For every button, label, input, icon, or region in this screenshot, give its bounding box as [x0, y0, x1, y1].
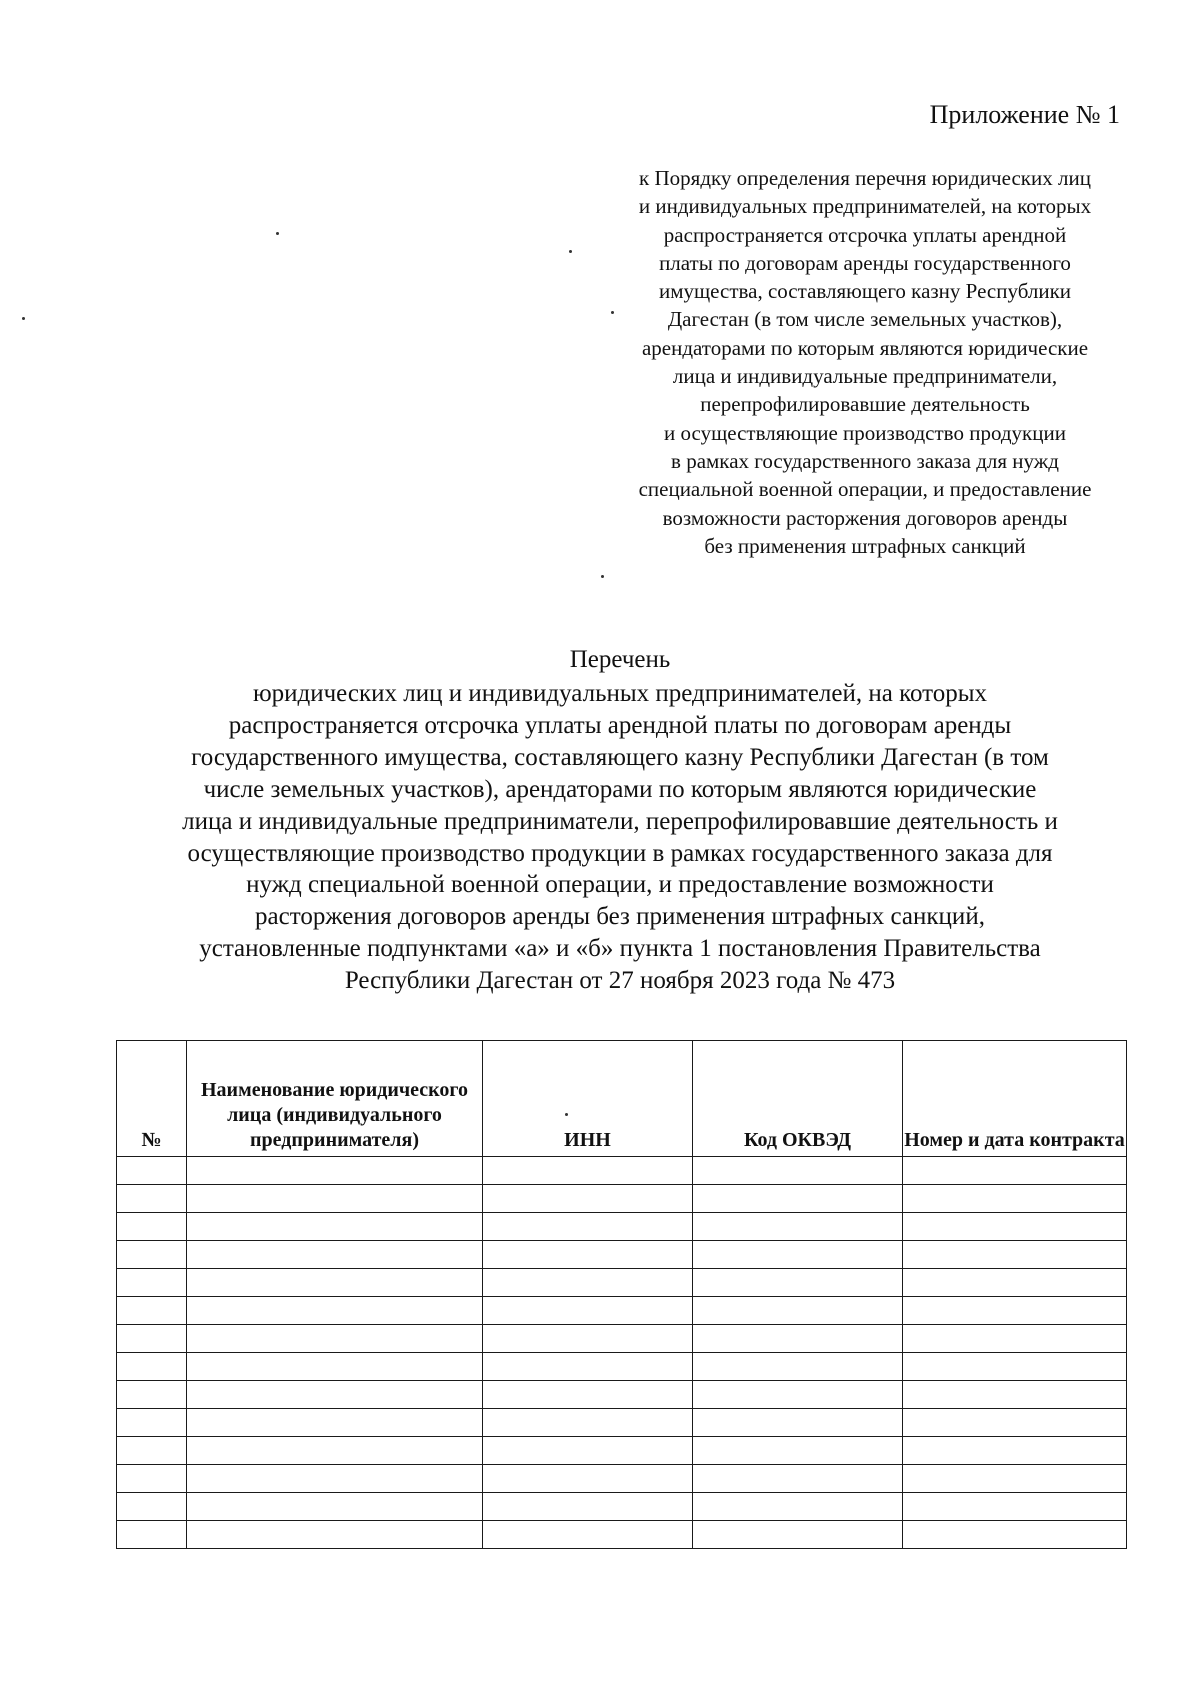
annex-reference-line: и осуществляющие производство продукции [664, 420, 1066, 445]
table-row [117, 1521, 1127, 1549]
table-cell [187, 1353, 483, 1381]
subtitle-line: распространяется отсрочка уплаты арендной платы по договорам аренды [228, 711, 1012, 739]
subtitle-line: юридических лиц и индивидуальных предпринимателей, на которых [252, 680, 988, 707]
table-cell [187, 1157, 483, 1185]
table-cell [903, 1325, 1127, 1353]
table-row [117, 1381, 1127, 1409]
table-cell [187, 1269, 483, 1297]
table-cell [903, 1493, 1127, 1521]
table-cell [903, 1297, 1127, 1325]
subtitle-line: расторжения договоров аренды без применения штрафных санкций, [255, 903, 985, 931]
table-cell [903, 1409, 1127, 1437]
table-header-row [117, 1041, 1127, 1157]
table-row [117, 1493, 1127, 1521]
table-cell [693, 1493, 903, 1521]
table-cell [187, 1241, 483, 1269]
table-cell [693, 1241, 903, 1269]
annex-reference-line: имущества, составляющего казну Республики [658, 279, 1072, 304]
annex-reference [590, 164, 1140, 560]
table-cell [483, 1325, 693, 1353]
annex-reference-line: арендаторами по которым являются юридические [641, 335, 1089, 360]
subtitle-line: числе земельных участков), арендаторами по которым являются юридические [203, 775, 1037, 803]
scan-speck [611, 311, 614, 314]
table-cell [483, 1185, 693, 1213]
column-header-okved: Код ОКВЭД [693, 1041, 903, 1157]
table-row [117, 1465, 1127, 1493]
table-cell [483, 1297, 693, 1325]
annex-reference-line: специальной военной операции, и предоставление [638, 477, 1092, 502]
table-cell [903, 1381, 1127, 1409]
table-cell [693, 1325, 903, 1353]
table-cell [117, 1381, 187, 1409]
subtitle-line: осуществляющие производство продукции в рамках государственного заказа для [187, 839, 1053, 867]
table-cell [693, 1157, 903, 1185]
annex-reference-line: без применения штрафных санкций [704, 533, 1026, 558]
table-cell [483, 1437, 693, 1465]
table-cell [117, 1325, 187, 1353]
annex-reference-line: в рамках государственного заказа для нужд [671, 448, 1059, 473]
table-cell [117, 1241, 187, 1269]
table-row [117, 1353, 1127, 1381]
subtitle-line: государственного имущества, составляющего казну Республики Дагестан (в том [191, 743, 1049, 771]
document-title: Перечень [569, 646, 671, 673]
registry-table [116, 1040, 1127, 1549]
table-cell [483, 1353, 693, 1381]
annex-reference-line: распространяется отсрочка уплаты арендной [663, 222, 1067, 247]
table-cell [693, 1521, 903, 1549]
table-cell [187, 1381, 483, 1409]
table-row [117, 1157, 1127, 1185]
annex-reference-line: к Порядку определения перечня юридических лиц [639, 166, 1091, 190]
table-cell [483, 1465, 693, 1493]
table-cell [117, 1521, 187, 1549]
scan-speck [276, 232, 279, 235]
subtitle-line: Республики Дагестан от 27 ноября 2023 года № 473 [344, 967, 896, 995]
table-row [117, 1409, 1127, 1437]
annex-reference-line: возможности расторжения договоров аренды [662, 505, 1068, 530]
table-cell [903, 1521, 1127, 1549]
annex-reference-line: лица и индивидуальные предприниматели, [672, 364, 1058, 389]
scan-speck [22, 317, 25, 320]
table-cell [117, 1185, 187, 1213]
table-cell [693, 1465, 903, 1493]
table-cell [903, 1185, 1127, 1213]
table-cell [187, 1409, 483, 1437]
table-cell [117, 1465, 187, 1493]
table-cell [117, 1409, 187, 1437]
scan-speck [569, 250, 572, 253]
table-cell [693, 1353, 903, 1381]
table-cell [483, 1157, 693, 1185]
table-cell [903, 1213, 1127, 1241]
table-cell [903, 1241, 1127, 1269]
table-cell [117, 1157, 187, 1185]
subtitle-line: установленные подпунктами «а» и «б» пункта 1 постановления Правительства [199, 935, 1041, 963]
table-cell [693, 1381, 903, 1409]
table-cell [187, 1493, 483, 1521]
table-row [117, 1269, 1127, 1297]
table-cell [483, 1241, 693, 1269]
subtitle-line: лица и индивидуальные предприниматели, перепрофилировавшие деятельность и [182, 807, 1058, 835]
table-cell [117, 1269, 187, 1297]
table-cell [693, 1213, 903, 1241]
table-row [117, 1437, 1127, 1465]
table-cell [483, 1493, 693, 1521]
scan-speck [601, 575, 604, 578]
table-cell [187, 1325, 483, 1353]
table-cell [903, 1437, 1127, 1465]
table-cell [693, 1297, 903, 1325]
column-header-inn: ИНН [483, 1041, 693, 1157]
table-cell [903, 1269, 1127, 1297]
table-cell [693, 1185, 903, 1213]
table-body [117, 1157, 1127, 1549]
table-cell [187, 1465, 483, 1493]
table-cell [483, 1409, 693, 1437]
annex-reference-line: перепрофилировавшие деятельность [700, 392, 1030, 417]
table-cell [903, 1157, 1127, 1185]
table-cell [187, 1213, 483, 1241]
table-cell [693, 1437, 903, 1465]
annex-reference-line: платы по договорам аренды государственного [659, 250, 1071, 275]
document-subtitle [120, 678, 1120, 997]
table-cell [117, 1297, 187, 1325]
subtitle-line: нужд специальной военной операции, и предоставление возможности [246, 871, 994, 899]
table-cell [117, 1213, 187, 1241]
column-header-contract: Номер и дата контракта [903, 1041, 1127, 1157]
table-cell [483, 1213, 693, 1241]
annex-reference-line: и индивидуальных предпринимателей, на которых [638, 194, 1092, 219]
table-cell [483, 1521, 693, 1549]
table-row [117, 1325, 1127, 1353]
table-cell [483, 1381, 693, 1409]
table-cell [187, 1185, 483, 1213]
table-row [117, 1185, 1127, 1213]
scan-speck [565, 1113, 568, 1116]
table-cell [117, 1353, 187, 1381]
table-row [117, 1297, 1127, 1325]
column-header-number: № [117, 1041, 187, 1157]
annex-reference-line: Дагестан (в том числе земельных участков), [667, 307, 1063, 332]
annex-label: Приложение № 1 [929, 100, 1120, 129]
table-cell [903, 1465, 1127, 1493]
table-row [117, 1213, 1127, 1241]
table-cell [187, 1437, 483, 1465]
table-cell [117, 1437, 187, 1465]
table-cell [117, 1493, 187, 1521]
table-row [117, 1241, 1127, 1269]
table-cell [693, 1269, 903, 1297]
table-cell [903, 1353, 1127, 1381]
column-header-name: Наименование юридического лица (индивидуального предпринимателя) [187, 1041, 483, 1157]
table-cell [187, 1297, 483, 1325]
table-cell [187, 1521, 483, 1549]
table-cell [693, 1409, 903, 1437]
table-cell [483, 1269, 693, 1297]
